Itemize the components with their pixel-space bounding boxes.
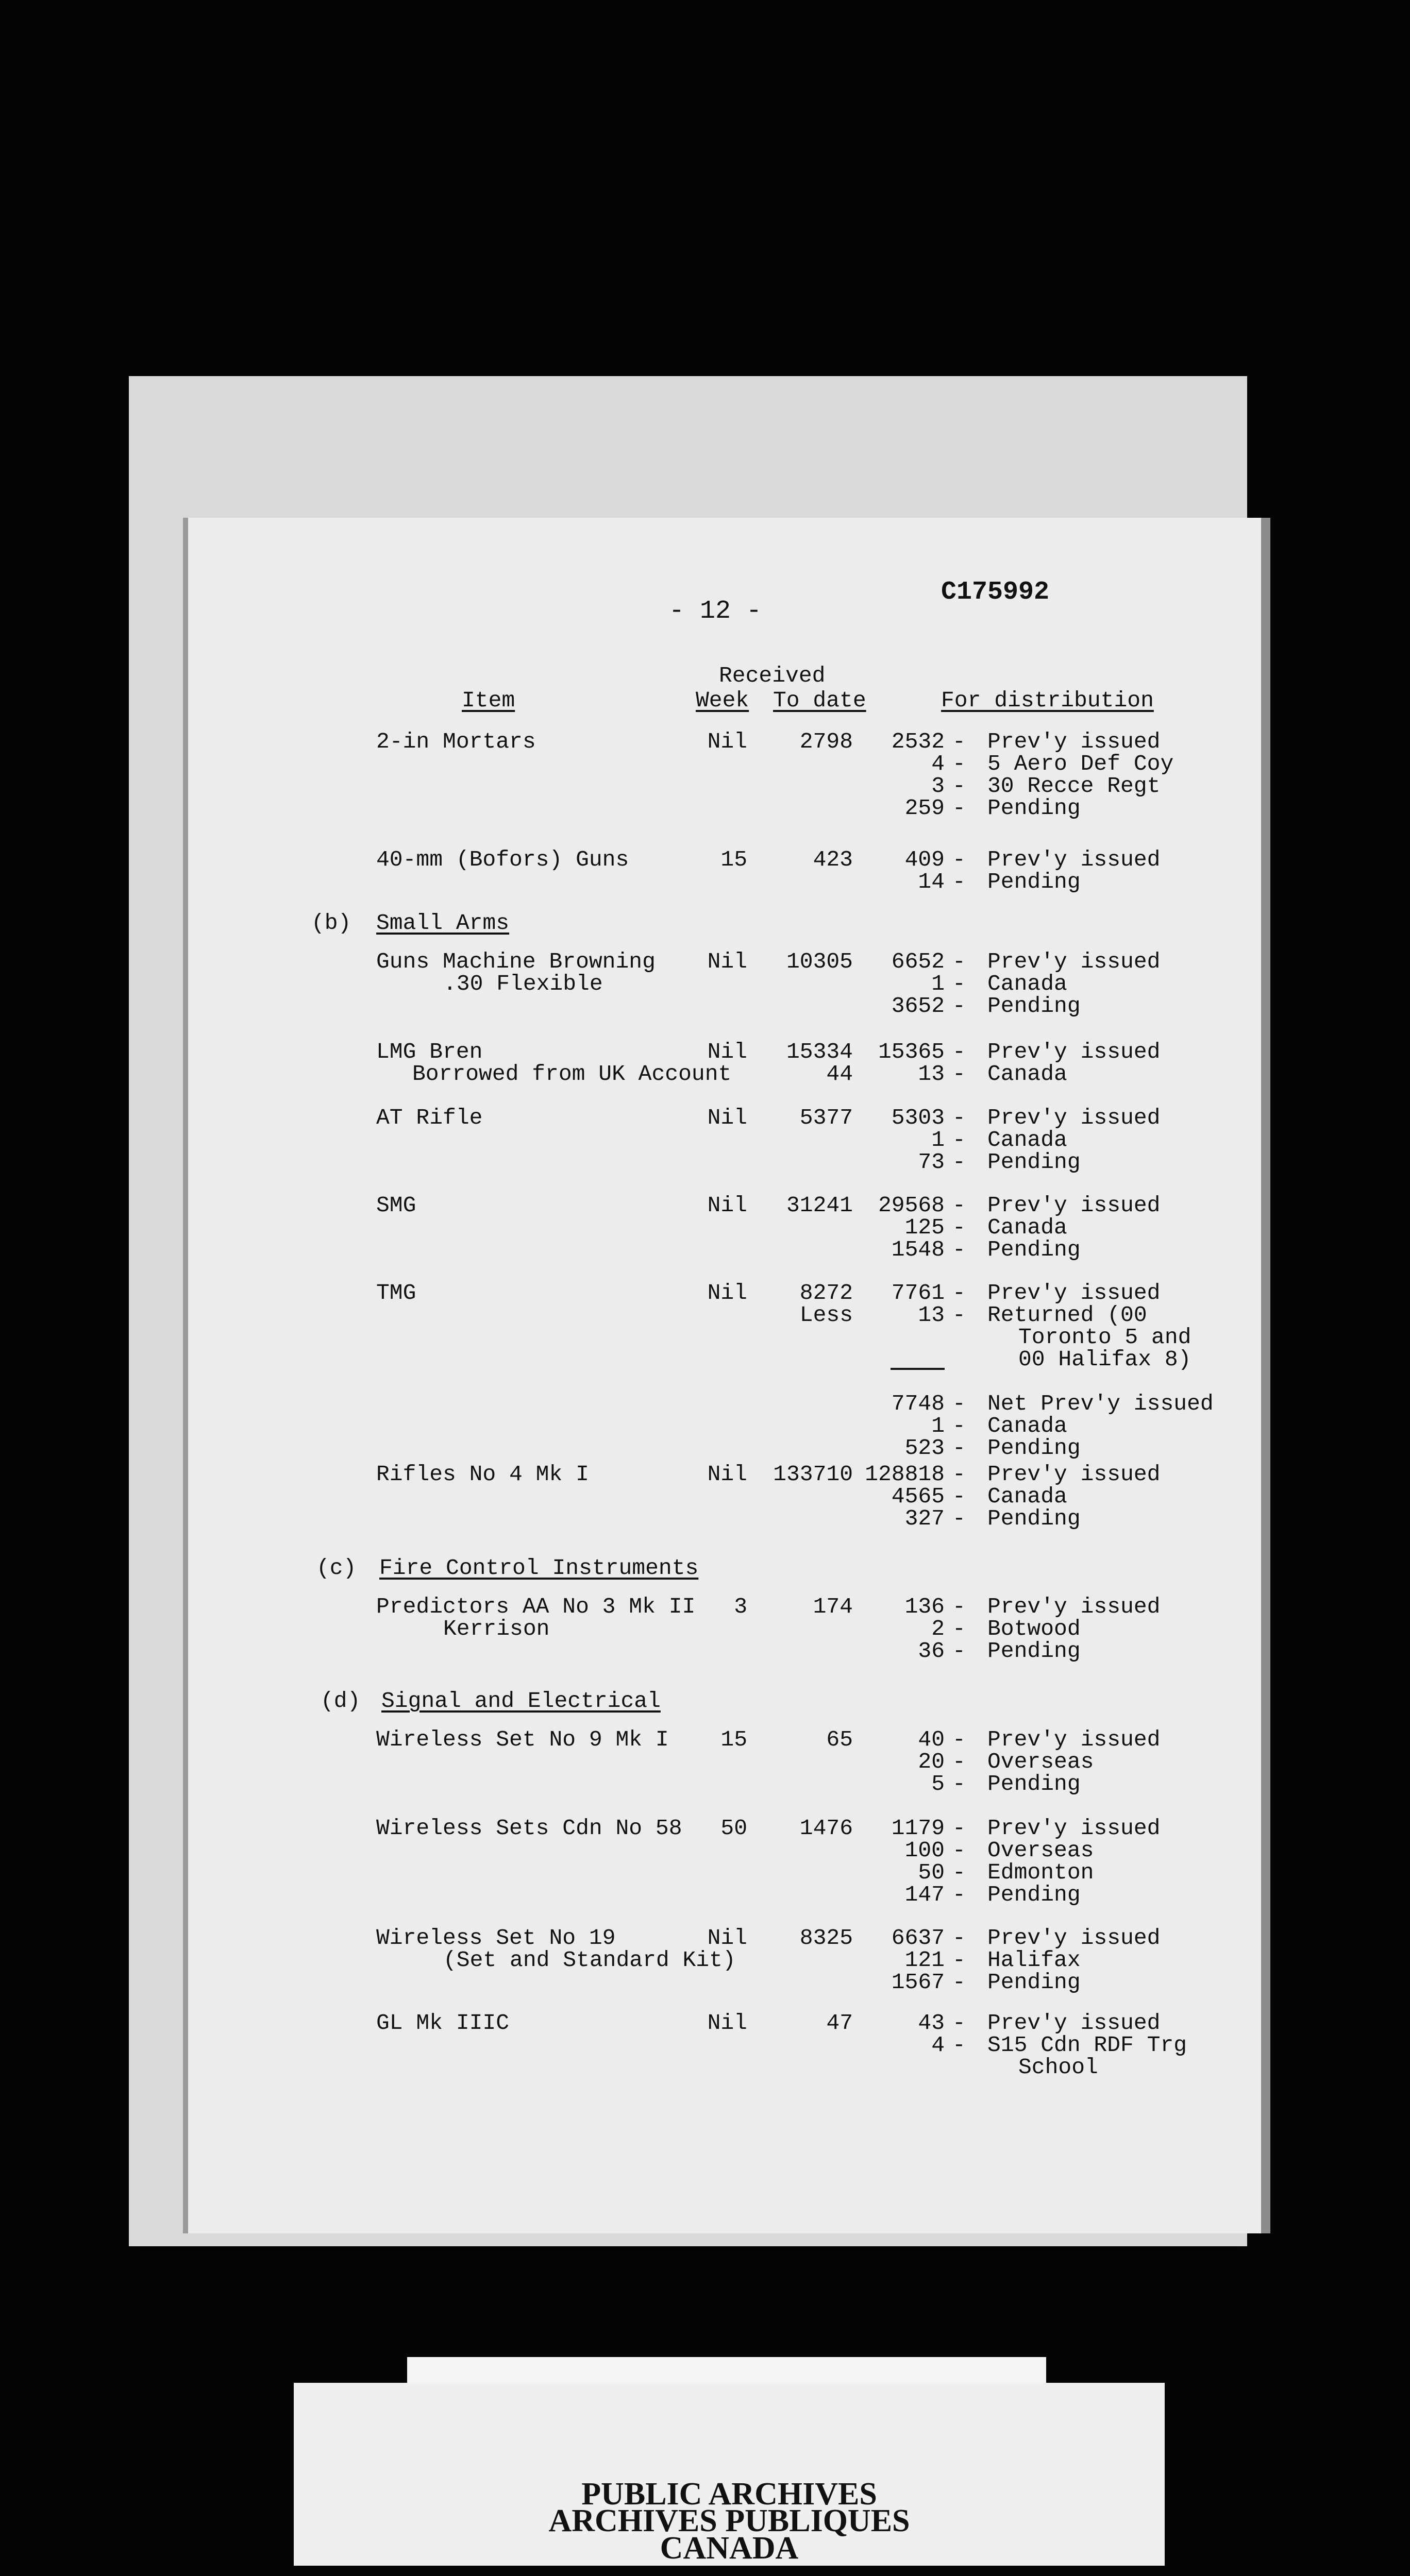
header-for-distribution: For distribution [941, 688, 1154, 713]
distribution-destination: Prev'y issued [987, 1280, 1161, 1306]
distribution-dash: - [952, 729, 966, 754]
distribution-dash: - [952, 1771, 966, 1797]
received-week-value: 15 [720, 847, 747, 872]
received-to-date-value: 8272 [799, 1280, 853, 1306]
distribution-quantity: 40 [918, 1727, 945, 1752]
distribution-dash: - [952, 971, 966, 996]
document-number: C175992 [941, 578, 1050, 607]
distribution-destination: Edmonton [987, 1860, 1094, 1885]
distribution-quantity: 20 [918, 1749, 945, 1774]
distribution-dash: - [952, 1237, 966, 1262]
received-to-date-value: 8325 [799, 1925, 853, 1951]
distribution-quantity: 73 [918, 1149, 945, 1175]
header-to-date: To date [773, 688, 866, 713]
distribution-quantity: 136 [904, 1594, 945, 1619]
distribution-destination: Net Prev'y issued [987, 1391, 1214, 1416]
distribution-dash: - [952, 1816, 966, 1841]
item-name: LMG Bren [376, 1039, 483, 1064]
received-week-value: Nil [707, 1462, 747, 1487]
distribution-destination: Botwood [987, 1616, 1081, 1641]
distribution-destination: Overseas [987, 1838, 1094, 1863]
distribution-quantity: 50 [918, 1860, 945, 1885]
distribution-destination: Prev'y issued [987, 1105, 1161, 1130]
distribution-quantity: 5303 [891, 1105, 945, 1130]
distribution-dash: - [952, 1616, 966, 1641]
received-to-date-value: 423 [813, 847, 853, 872]
distribution-quantity: 100 [904, 1838, 945, 1863]
distribution-destination: 30 Recce Regt [987, 773, 1161, 799]
distribution-dash: - [952, 2032, 966, 2058]
page-number: - 12 - [669, 597, 762, 626]
distribution-dash: - [952, 1860, 966, 1885]
distribution-destination: Pending [987, 869, 1081, 894]
received-to-date-value: 15334 [786, 1039, 853, 1064]
distribution-quantity: 2532 [891, 729, 945, 754]
distribution-quantity: 36 [918, 1638, 945, 1664]
received-week-value: 50 [720, 1816, 747, 1841]
received-week-value: Nil [707, 1193, 747, 1218]
distribution-destination: Canada [987, 1484, 1067, 1509]
distribution-dash: - [952, 1727, 966, 1752]
distribution-quantity: 4 [931, 2032, 945, 2058]
item-name: Wireless Set No 9 Mk I [376, 1727, 669, 1752]
distribution-dash: - [952, 1302, 966, 1328]
received-to-date-value: 174 [813, 1594, 853, 1619]
distribution-quantity: 4 [931, 751, 945, 776]
distribution-quantity: 409 [904, 847, 945, 872]
item-name-continued: Kerrison [443, 1616, 550, 1641]
distribution-dash: - [952, 1594, 966, 1619]
distribution-destination: Prev'y issued [987, 847, 1161, 872]
item-name: Guns Machine Browning [376, 949, 656, 974]
distribution-quantity: 121 [904, 1947, 945, 1973]
distribution-quantity: 3 [931, 773, 945, 799]
distribution-destination: Pending [987, 1435, 1081, 1461]
received-to-date-value: 10305 [786, 949, 853, 974]
distribution-dash: - [952, 1882, 966, 1907]
distribution-dash: - [952, 1435, 966, 1461]
distribution-destination: Pending [987, 993, 1081, 1019]
distribution-dash: - [952, 1039, 966, 1064]
distribution-destination: Overseas [987, 1749, 1094, 1774]
distribution-destination: Prev'y issued [987, 1925, 1161, 1951]
distribution-destination: Prev'y issued [987, 949, 1161, 974]
item-name-continued: (Set and Standard Kit) [443, 1947, 736, 1973]
distribution-dash: - [952, 1391, 966, 1416]
distribution-quantity: 6637 [891, 1925, 945, 1951]
received-to-date-value: 1476 [799, 1816, 853, 1841]
distribution-destination: Pending [987, 1882, 1081, 1907]
distribution-quantity: 6652 [891, 949, 945, 974]
distribution-dash: - [952, 1947, 966, 1973]
distribution-destination: Halifax [987, 1947, 1081, 1973]
received-to-date-value: 47 [826, 2010, 853, 2036]
distribution-destination: Pending [987, 795, 1081, 821]
distribution-quantity: 29568 [878, 1193, 945, 1218]
distribution-dash: - [952, 949, 966, 974]
distribution-dash: - [952, 1838, 966, 1863]
received-week-value: Nil [707, 2010, 747, 2036]
distribution-dash: - [952, 795, 966, 821]
header-item: Item [462, 688, 515, 713]
distribution-destination: Prev'y issued [987, 1594, 1161, 1619]
distribution-dash: - [952, 1280, 966, 1306]
distribution-dash: - [952, 993, 966, 1019]
received-week-value: Nil [707, 949, 747, 974]
distribution-destination: Prev'y issued [987, 1193, 1161, 1218]
distribution-destination: Canada [987, 1061, 1067, 1087]
distribution-destination: S15 Cdn RDF Trg [987, 2032, 1187, 2058]
item-name: Rifles No 4 Mk I [376, 1462, 589, 1487]
distribution-dash: - [952, 847, 966, 872]
distribution-dash: - [952, 1638, 966, 1664]
distribution-destination: Pending [987, 1237, 1081, 1262]
distribution-destination: Prev'y issued [987, 2010, 1161, 2036]
section-label: (d) [321, 1688, 361, 1714]
distribution-quantity: 3652 [891, 993, 945, 1019]
item-name: Wireless Sets Cdn No 58 [376, 1816, 682, 1841]
distribution-dash: - [952, 1215, 966, 1240]
distribution-dash: - [952, 1749, 966, 1774]
received-to-date-value: 44 [826, 1061, 853, 1087]
distribution-quantity: 259 [904, 795, 945, 821]
received-to-date-value: 5377 [799, 1105, 853, 1130]
distribution-dash: - [952, 1105, 966, 1130]
header-week: Week [696, 688, 749, 713]
distribution-dash: - [952, 751, 966, 776]
distribution-destination: Canada [987, 971, 1067, 996]
item-name: 2-in Mortars [376, 729, 536, 754]
received-to-date-value: 2798 [799, 729, 853, 754]
distribution-quantity: 1 [931, 1127, 945, 1153]
item-name: AT Rifle [376, 1105, 483, 1130]
received-to-date-value: 31241 [786, 1193, 853, 1218]
distribution-dash: - [952, 1970, 966, 1995]
received-week-value: Nil [707, 1039, 747, 1064]
archive-stamp-line: CANADA [660, 2531, 799, 2566]
item-name-continued: .30 Flexible [443, 971, 603, 996]
distribution-destination: Toronto 5 and [1018, 1325, 1191, 1350]
distribution-destination: Pending [987, 1149, 1081, 1175]
archive-stamp-line: PUBLIC ARCHIVES [581, 2477, 877, 2512]
header-received: Received [719, 663, 826, 688]
received-week-value: Nil [707, 729, 747, 754]
distribution-quantity: 1 [931, 971, 945, 996]
distribution-dash: - [952, 773, 966, 799]
distribution-quantity: 13 [918, 1061, 945, 1087]
distribution-quantity: 147 [904, 1882, 945, 1907]
section-label: (c) [316, 1555, 357, 1581]
distribution-destination: Pending [987, 1771, 1081, 1797]
subtotal-rule [891, 1368, 945, 1370]
received-to-date-value: 65 [826, 1727, 853, 1752]
section-title: Signal and Electrical [381, 1688, 661, 1714]
section-title: Fire Control Instruments [379, 1555, 699, 1581]
archive-stamp-line: ARCHIVES PUBLIQUES [548, 2503, 910, 2538]
distribution-destination: 00 Halifax 8) [1018, 1347, 1191, 1372]
distribution-quantity: 5 [931, 1771, 945, 1797]
distribution-quantity: 327 [904, 1506, 945, 1531]
item-name: SMG [376, 1193, 416, 1218]
distribution-quantity: 7761 [891, 1280, 945, 1306]
distribution-destination: Prev'y issued [987, 1462, 1161, 1487]
archive-stamp [294, 2383, 1165, 2566]
received-week-value: Nil [707, 1280, 747, 1306]
distribution-dash: - [952, 1413, 966, 1438]
section-label: (b) [311, 910, 351, 936]
distribution-dash: - [952, 869, 966, 894]
distribution-quantity: 1567 [891, 1970, 945, 1995]
distribution-quantity: 4565 [891, 1484, 945, 1509]
received-week-value: Nil [707, 1105, 747, 1130]
distribution-quantity: 14 [918, 869, 945, 894]
distribution-destination: Pending [987, 1506, 1081, 1531]
distribution-dash: - [952, 1484, 966, 1509]
distribution-destination: Returned (00 [987, 1302, 1147, 1328]
distribution-quantity: 7748 [891, 1391, 945, 1416]
distribution-dash: - [952, 1127, 966, 1153]
distribution-dash: - [952, 1061, 966, 1087]
received-to-date-value: Less [799, 1302, 853, 1328]
distribution-destination: Canada [987, 1215, 1067, 1240]
received-to-date-value: 133710 [773, 1462, 853, 1487]
item-name: 40-mm (Bofors) Guns [376, 847, 629, 872]
item-name: TMG [376, 1280, 416, 1306]
distribution-quantity: 15365 [878, 1039, 945, 1064]
item-name: GL Mk IIIC [376, 2010, 510, 2036]
distribution-quantity: 43 [918, 2010, 945, 2036]
item-name: Predictors AA No 3 Mk II [376, 1594, 696, 1619]
distribution-destination: Prev'y issued [987, 1816, 1161, 1841]
received-week-value: Nil [707, 1925, 747, 1951]
distribution-destination: Pending [987, 1970, 1081, 1995]
received-week-value: 15 [720, 1727, 747, 1752]
distribution-dash: - [952, 1506, 966, 1531]
distribution-quantity: 1179 [891, 1816, 945, 1841]
distribution-quantity: 1 [931, 1413, 945, 1438]
distribution-destination: Canada [987, 1127, 1067, 1153]
distribution-quantity: 1548 [891, 1237, 945, 1262]
distribution-quantity: 2 [931, 1616, 945, 1641]
distribution-quantity: 128818 [865, 1462, 945, 1487]
distribution-dash: - [952, 2010, 966, 2036]
distribution-dash: - [952, 1462, 966, 1487]
distribution-destination: Canada [987, 1413, 1067, 1438]
distribution-destination: Prev'y issued [987, 1727, 1161, 1752]
distribution-destination: Pending [987, 1638, 1081, 1664]
distribution-destination: Prev'y issued [987, 1039, 1161, 1064]
distribution-quantity: 13 [918, 1302, 945, 1328]
item-name: Wireless Set No 19 [376, 1925, 616, 1951]
distribution-dash: - [952, 1149, 966, 1175]
section-title: Small Arms [376, 910, 510, 936]
distribution-destination: Prev'y issued [987, 729, 1161, 754]
item-name-continued: Borrowed from UK Account [412, 1061, 732, 1087]
distribution-destination: 5 Aero Def Coy [987, 751, 1174, 776]
distribution-destination: School [1018, 2055, 1098, 2080]
distribution-dash: - [952, 1925, 966, 1951]
distribution-dash: - [952, 1193, 966, 1218]
distribution-quantity: 125 [904, 1215, 945, 1240]
distribution-quantity: 523 [904, 1435, 945, 1461]
received-week-value: 3 [734, 1594, 747, 1619]
